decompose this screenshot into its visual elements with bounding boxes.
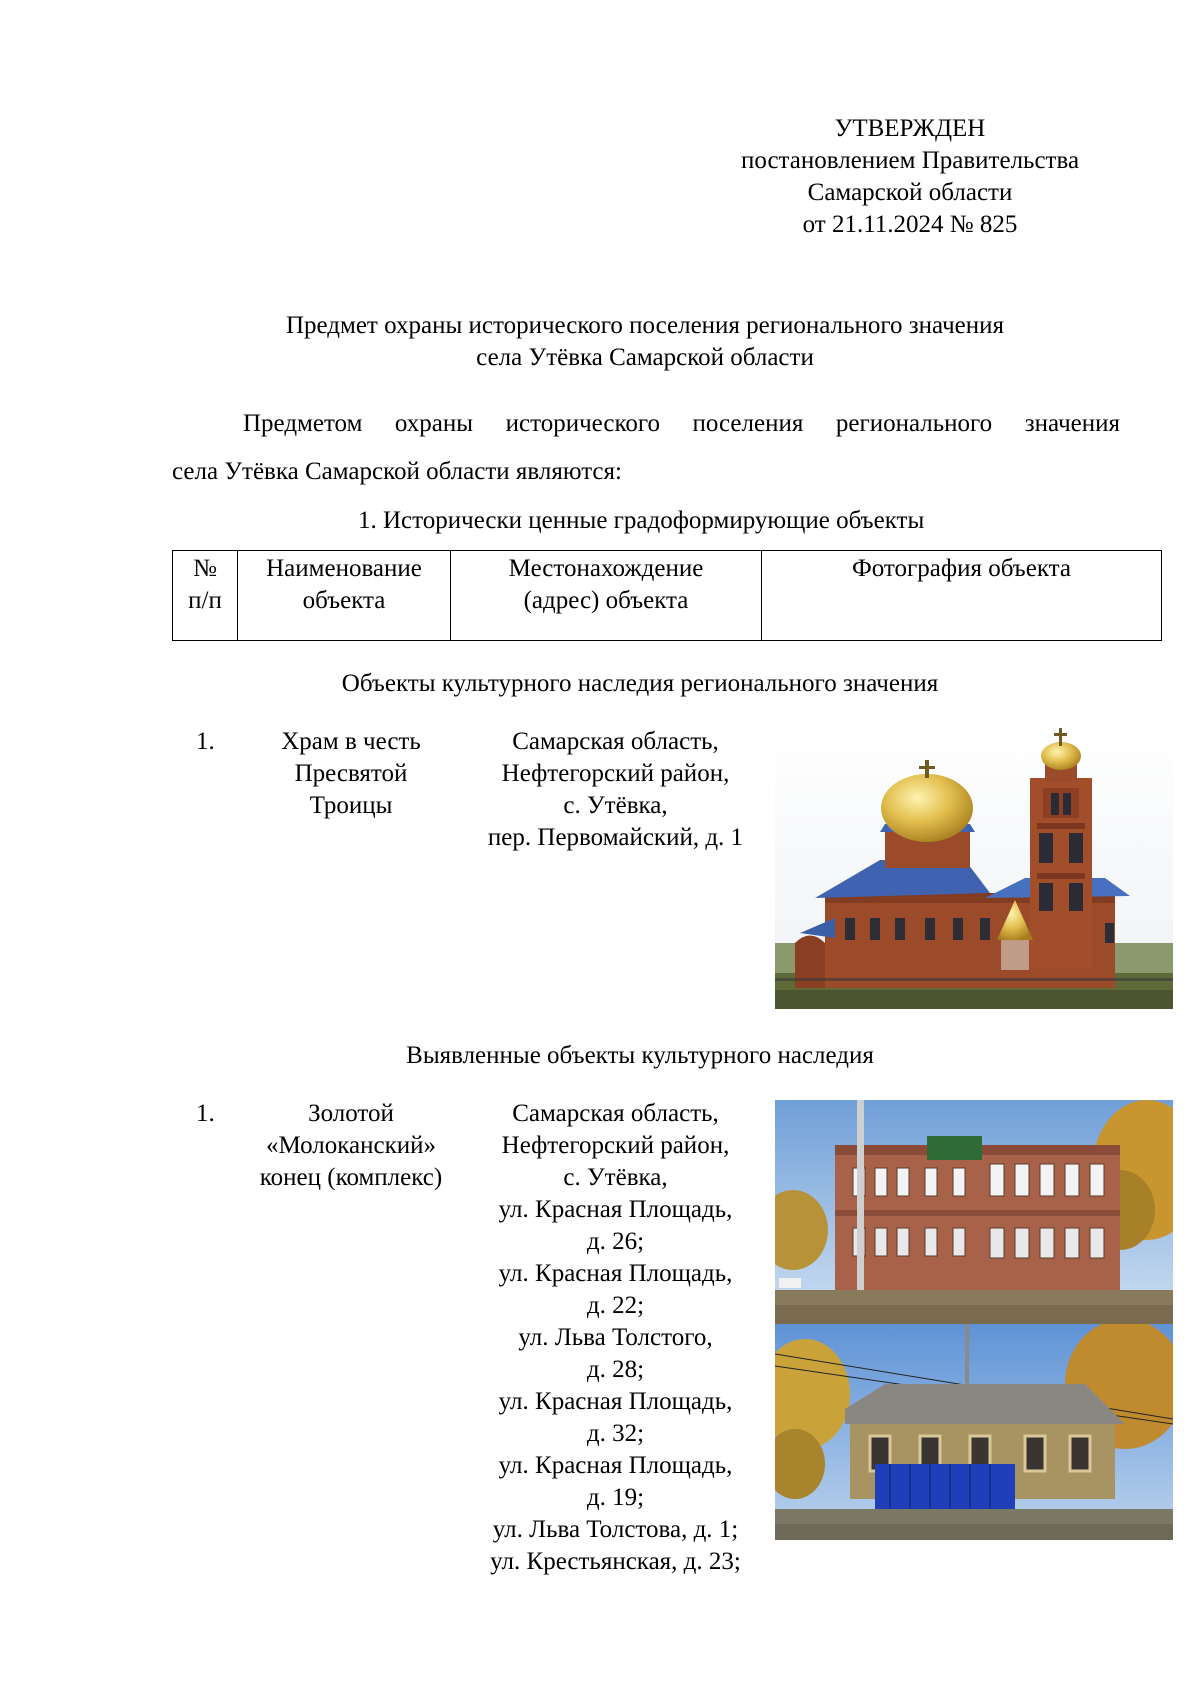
object2-address-line: д. 28; [586,1356,645,1383]
header-col-address [451,551,762,641]
object2-address [458,1098,773,1578]
header-col-photo-label: Фотография объекта [852,555,1071,582]
header-col-number-line1: № [193,555,217,582]
object2-address-line: Нефтегорский район, [501,1132,730,1159]
object2-address-line: ул. Крестьянская, д. 23; [490,1548,741,1575]
object2-address-line: ул. Льва Толстова, д. 1; [492,1516,739,1543]
document-title [160,310,1130,374]
header-col-photo [762,551,1162,641]
object2-name [244,1098,458,1194]
title-line-1: Предмет охраны исторического поселения регионального значения [285,312,1005,339]
header-col-number-line2: п/п [188,587,222,614]
object2-address-line: д. 32; [586,1420,645,1447]
object1-name-line: Пресвятой [294,760,408,787]
section-title: 1. Исторически ценные градоформирующие объекты [358,507,925,534]
header-col-name-line2: объекта [302,587,386,614]
object2-address-line: ул. Льва Толстого, [518,1324,713,1351]
object2-address-line: с. Утёвка, [563,1164,668,1191]
wooden-house-photo [775,1324,1173,1540]
object2-name-line: конец (комплекс) [259,1164,443,1191]
object1-address-line: с. Утёвка, [563,792,668,819]
object2-address-line: ул. Красная Площадь, [498,1196,733,1223]
object2-address-line: д. 26; [586,1228,645,1255]
object2-address-line: д. 19; [586,1484,645,1511]
object2-name-line: Золотой [308,1100,394,1127]
object1-address-line: Самарская область, [512,728,719,755]
approval-line-4: от 21.11.2024 № 825 [802,211,1018,238]
object1-address-line: Нефтегорский район, [501,760,730,787]
church-photo [775,728,1173,1009]
object2-address-line: д. 22; [586,1292,645,1319]
object1-address [458,726,773,854]
category-regional-heritage: Объекты культурного наследия регионального значения [341,670,939,697]
objects-table-header [172,550,1162,641]
header-col-address-line1: Местонахождение [508,555,704,582]
header-col-name-line1: Наименование [266,555,422,582]
object2-name-line: «Молоканский» [266,1132,436,1159]
category-identified-heritage: Выявленные объекты культурного наследия [406,1042,874,1069]
object1-name-line: Троицы [309,792,393,819]
approval-line-2: постановлением Правительства [740,147,1080,174]
approval-line-1: УТВЕРЖДЕН [834,115,986,142]
intro-line-1: Предметом охраны исторического поселения регионального значения [243,410,1120,437]
header-col-address-line2: (адрес) объекта [523,587,689,614]
intro-line-2: села Утёвка Самарской области являются: [172,458,622,485]
object2-address-line: Самарская область, [512,1100,719,1127]
object1-name [244,726,458,822]
object1-number: 1. [196,728,215,755]
brick-building-photo [775,1100,1173,1324]
object2-address-line: ул. Красная Площадь, [498,1388,733,1415]
approval-line-3: Самарской области [807,179,1013,206]
title-line-2: села Утёвка Самарской области [476,344,814,371]
object1-address-line: пер. Первомайский, д. 1 [487,824,744,851]
object2-address-line: ул. Красная Площадь, [498,1452,733,1479]
object1-name-line: Храм в честь [281,728,421,755]
approval-block [700,113,1120,241]
object2-address-line: ул. Красная Площадь, [498,1260,733,1287]
header-col-number [173,551,238,641]
header-col-name [238,551,451,641]
object2-number: 1. [196,1100,215,1127]
